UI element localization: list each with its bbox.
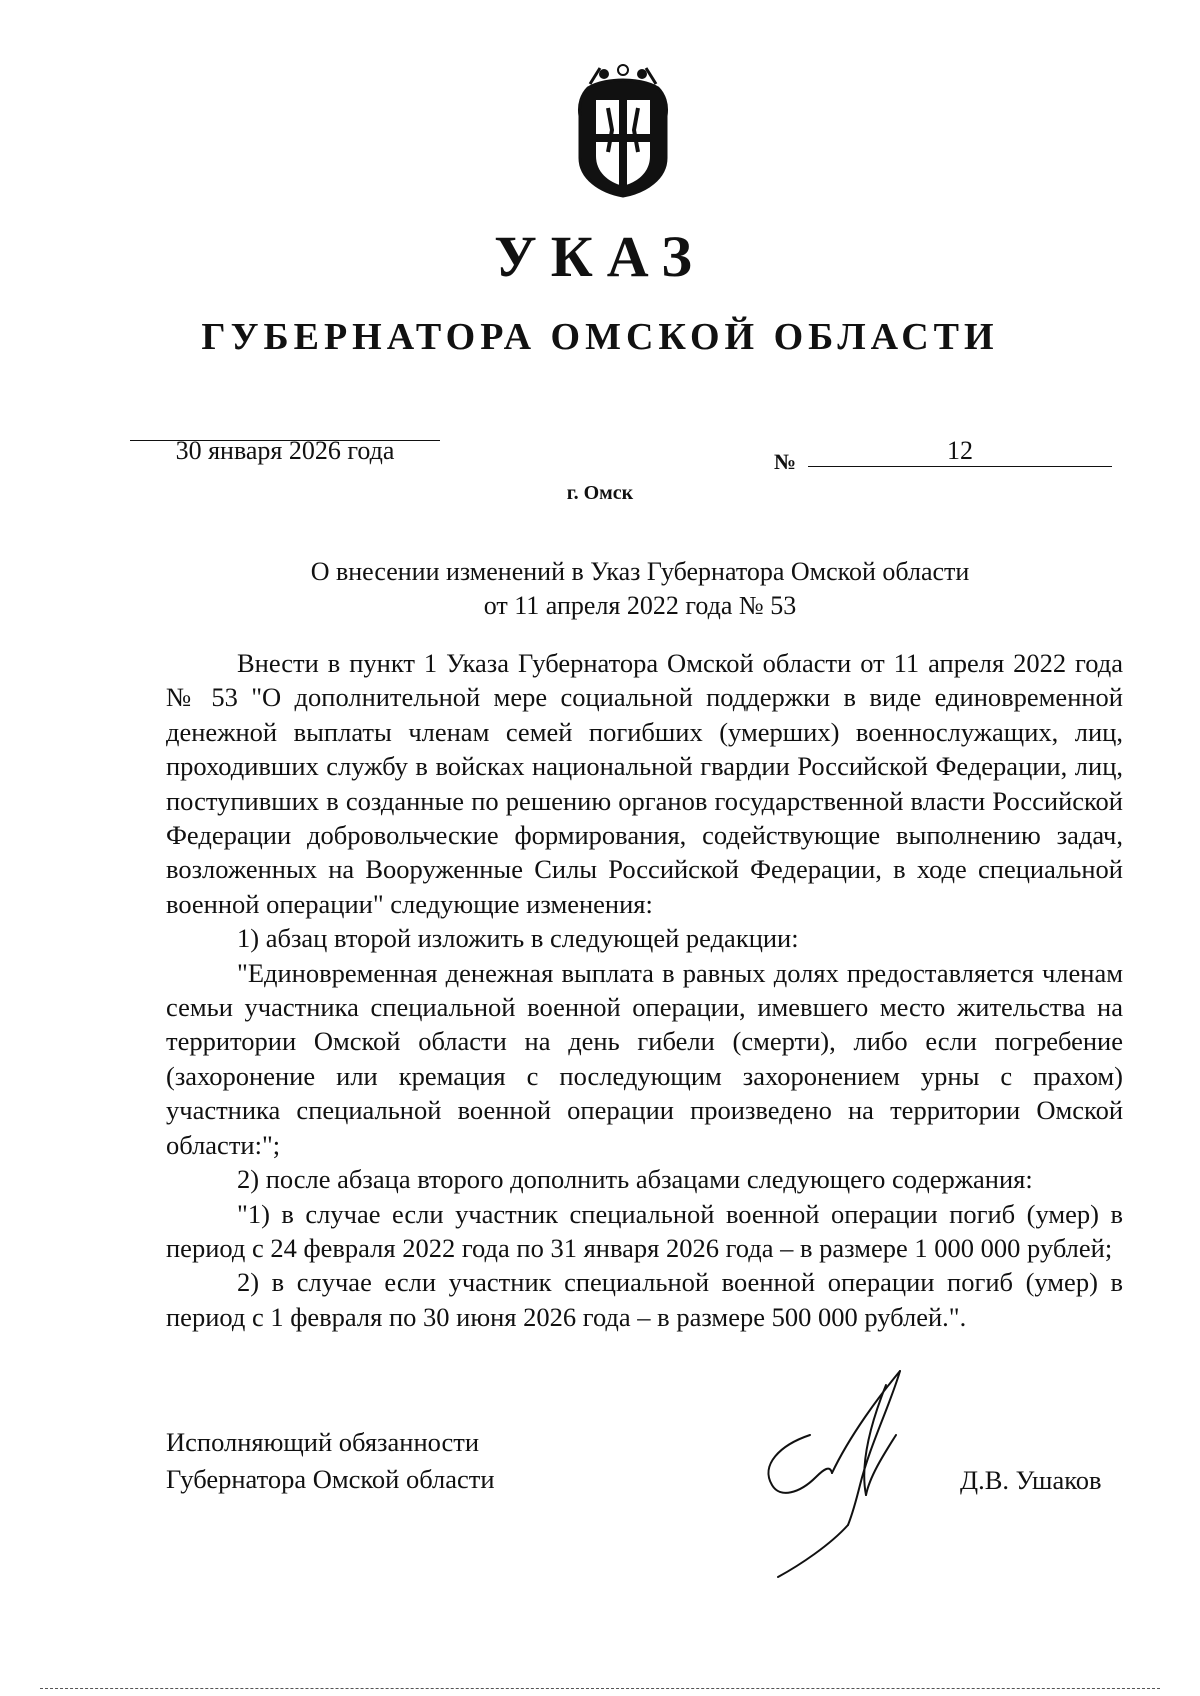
signatory-position-line: Губернатора Омской области bbox=[166, 1464, 495, 1494]
document-heading bbox=[160, 555, 1120, 623]
signature-icon bbox=[720, 1365, 990, 1580]
signatory-position-line: Исполняющий обязанности bbox=[166, 1427, 480, 1457]
signatory-name: Д.В. Ушаков bbox=[960, 1465, 1102, 1495]
body-paragraph: 1) абзац второй изложить в следующей редакции: bbox=[237, 923, 799, 954]
body-paragraph: 2) в случае если участник специальной военной операции погиб (умер) в период с 1 февраля по 30 июня 2026 года – в размере 500 000 рублей.". bbox=[166, 1267, 1123, 1332]
page-bottom-rule bbox=[40, 1688, 1160, 1689]
document-body bbox=[166, 646, 1123, 1334]
coat-of-arms-icon bbox=[568, 60, 678, 200]
document-date: 30 января 2026 года bbox=[175, 436, 395, 465]
body-paragraph: "1) в случае если участник специальной военной операции погиб (умер) в период с 24 февраля 2022 года по 31 января 2026 года – в размере 1 000 000 рублей; bbox=[166, 1198, 1123, 1263]
document-number: 12 bbox=[947, 436, 973, 465]
number-underline bbox=[808, 466, 1112, 467]
heading-line: от 11 апреля 2022 года № 53 bbox=[483, 591, 797, 620]
document-title: УКАЗ bbox=[494, 224, 706, 289]
document-subtitle: ГУБЕРНАТОРА ОМСКОЙ ОБЛАСТИ bbox=[201, 316, 999, 358]
signatory-position bbox=[166, 1424, 495, 1498]
body-paragraph: "Единовременная денежная выплата в равных долях предоставляется членам семьи участника специальной военной операции, имевшего место жительства на территории Омской области на день гибели (смерти), либо если погребение (захоронение или кремация с последующим захоронением урны с прахом) участника специальной военной операции произведено на территории Омской области:"; bbox=[166, 957, 1123, 1160]
number-sign: № bbox=[774, 449, 797, 474]
body-paragraph: 2) после абзаца второго дополнить абзацами следующего содержания: bbox=[237, 1164, 1033, 1195]
body-paragraph: Внести в пункт 1 Указа Губернатора Омской области от 11 апреля 2022 года № 53 "О дополнительной мере социальной поддержки в виде единовременной денежной выплаты членам семей погибших (умерших) военнослужащих, лиц, проходивших службу в войсках национальной гвардии Российской Федерации, лиц, поступивших в созданные по решению органов государственной власти Российской Федерации добровольческие формирования, содействующие выполнению задач, возложенных на Вооруженные Силы Российской Федерации, в ходе специальной военной операции" следующие изменения: bbox=[166, 648, 1123, 919]
heading-line: О внесении изменений в Указ Губернатора Омской области bbox=[310, 557, 970, 586]
document-city: г. Омск bbox=[566, 482, 634, 504]
